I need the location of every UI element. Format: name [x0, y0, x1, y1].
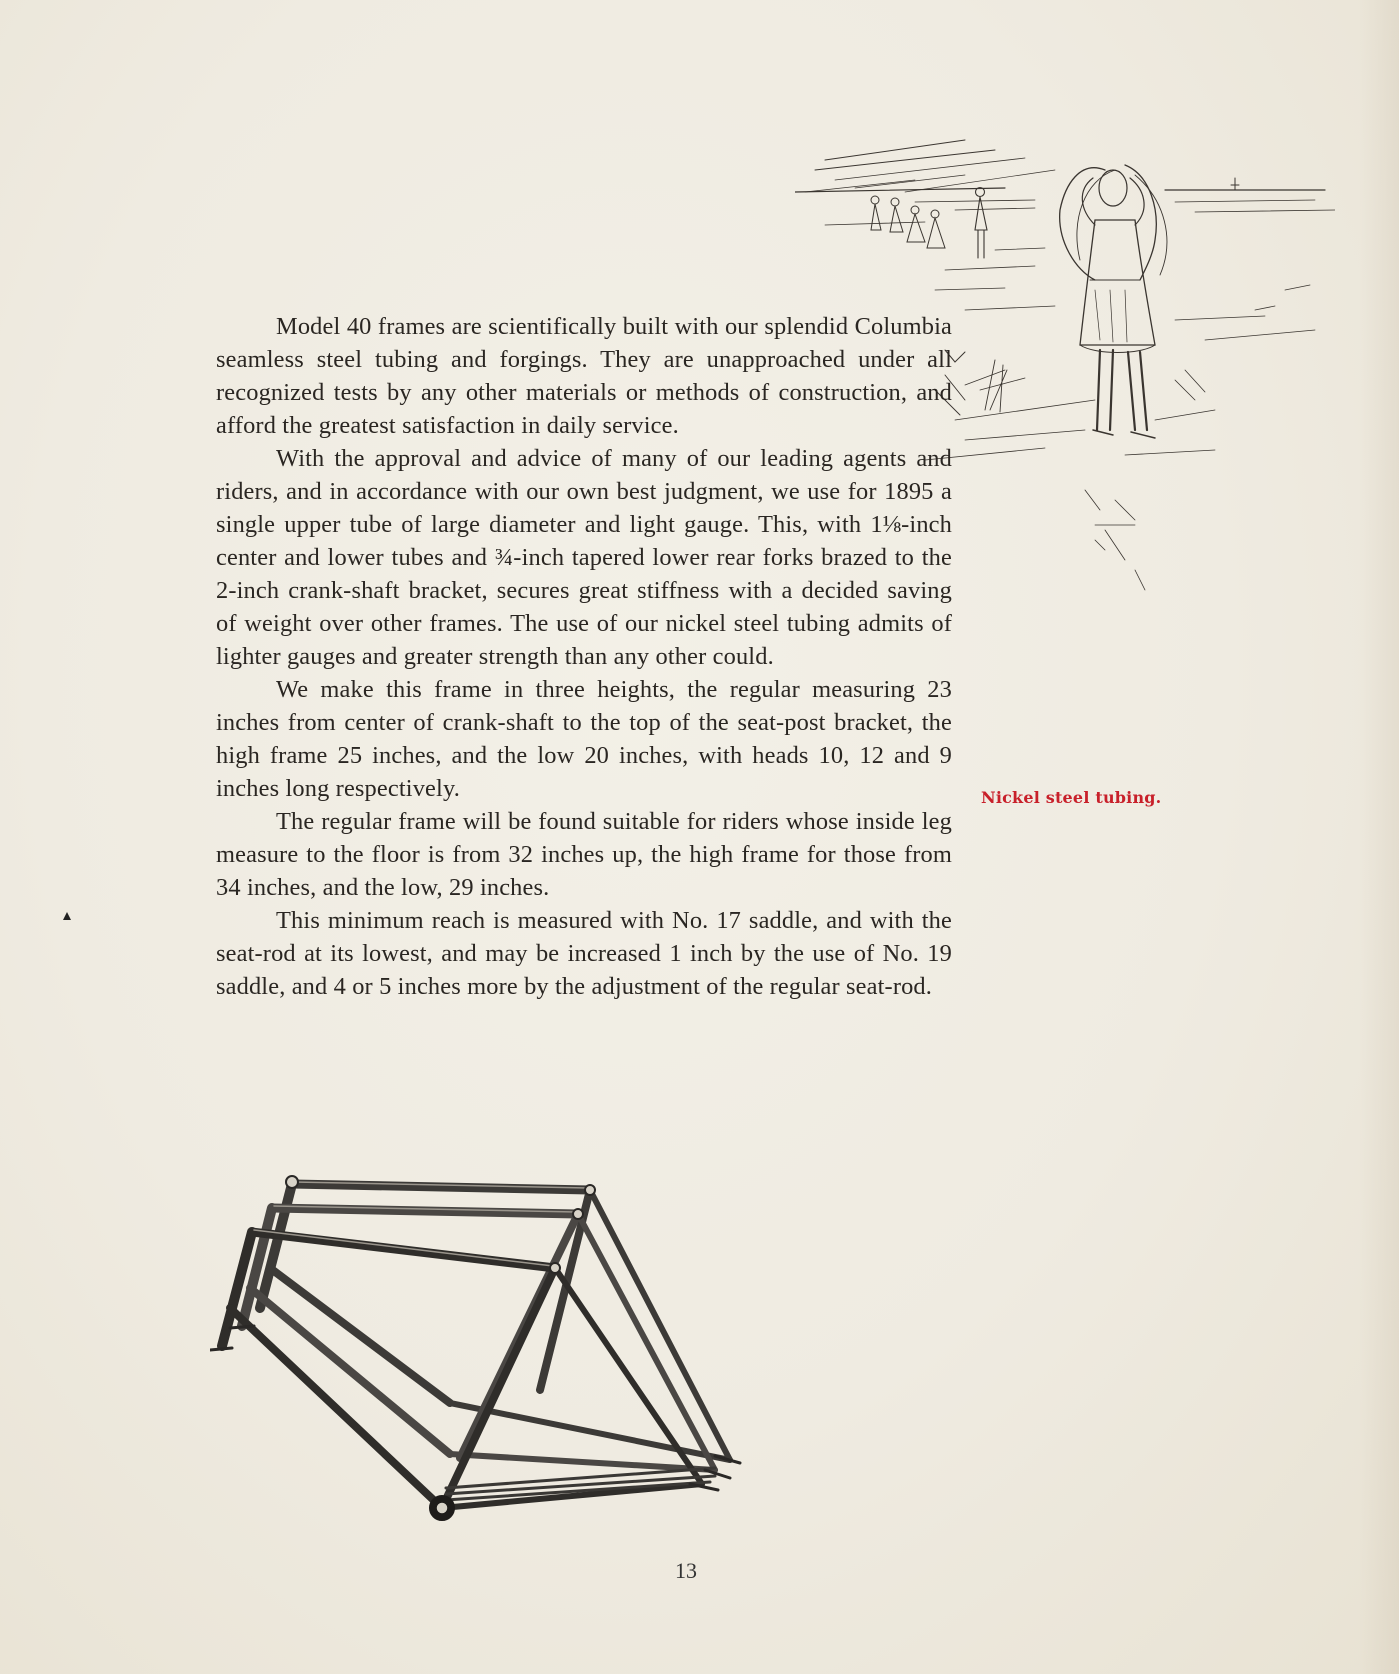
- page-edge-shadow: [1359, 0, 1399, 1674]
- bicycle-frames-illustration: [210, 1158, 750, 1530]
- body-text: [216, 310, 952, 1003]
- paragraph-leg-measure: The regular frame will be found suitable for riders whose inside leg measure to the floor is from 32 inches up, the high frame for those from 34 inches, and the low, 29 inches.: [216, 808, 952, 901]
- paragraph-upper-tube: With the approval and advice of many of our leading agents and riders, and in accordance with our own best judgment, we use for 1895 a single upper tube of large diameter and light gauge. This, with 1⅛-inch center and lower tubes and ¾-inch tapered lower rear forks brazed to the 2-inch crank-shaft bracket, secures great stiffness with a decided saving of weight over other frames. The use of our nickel steel tubing admits of lighter gauges and greater strength than any other could.: [216, 445, 952, 670]
- paragraph-model-40-frames: Model 40 frames are scientifically built with our splendid Columbia seamless steel tubing and forgings. They are unapproached under all recognized tests by any other materials or methods of construction, and afford the greatest satisfaction in daily service.: [216, 313, 952, 439]
- margin-note-nickel-steel: Nickel steel tubing.: [981, 788, 1162, 807]
- paragraph-minimum-reach: This minimum reach is measured with No. 17 saddle, and with the seat-rod at its lowest, and may be increased 1 inch by the use of No. 19 saddle, and 4 or 5 inches more by the adjustment of the regular seat-rod.: [216, 907, 952, 1000]
- paragraph-frame-heights: We make this frame in three heights, the regular measuring 23 inches from center of crank-shaft to the top of the seat-post bracket, the high frame 25 inches, and the low 20 inches, with heads 10, 12 and 9 inches long respectively.: [216, 676, 952, 802]
- page-number: 13: [675, 1558, 697, 1583]
- print-speck: [63, 912, 71, 920]
